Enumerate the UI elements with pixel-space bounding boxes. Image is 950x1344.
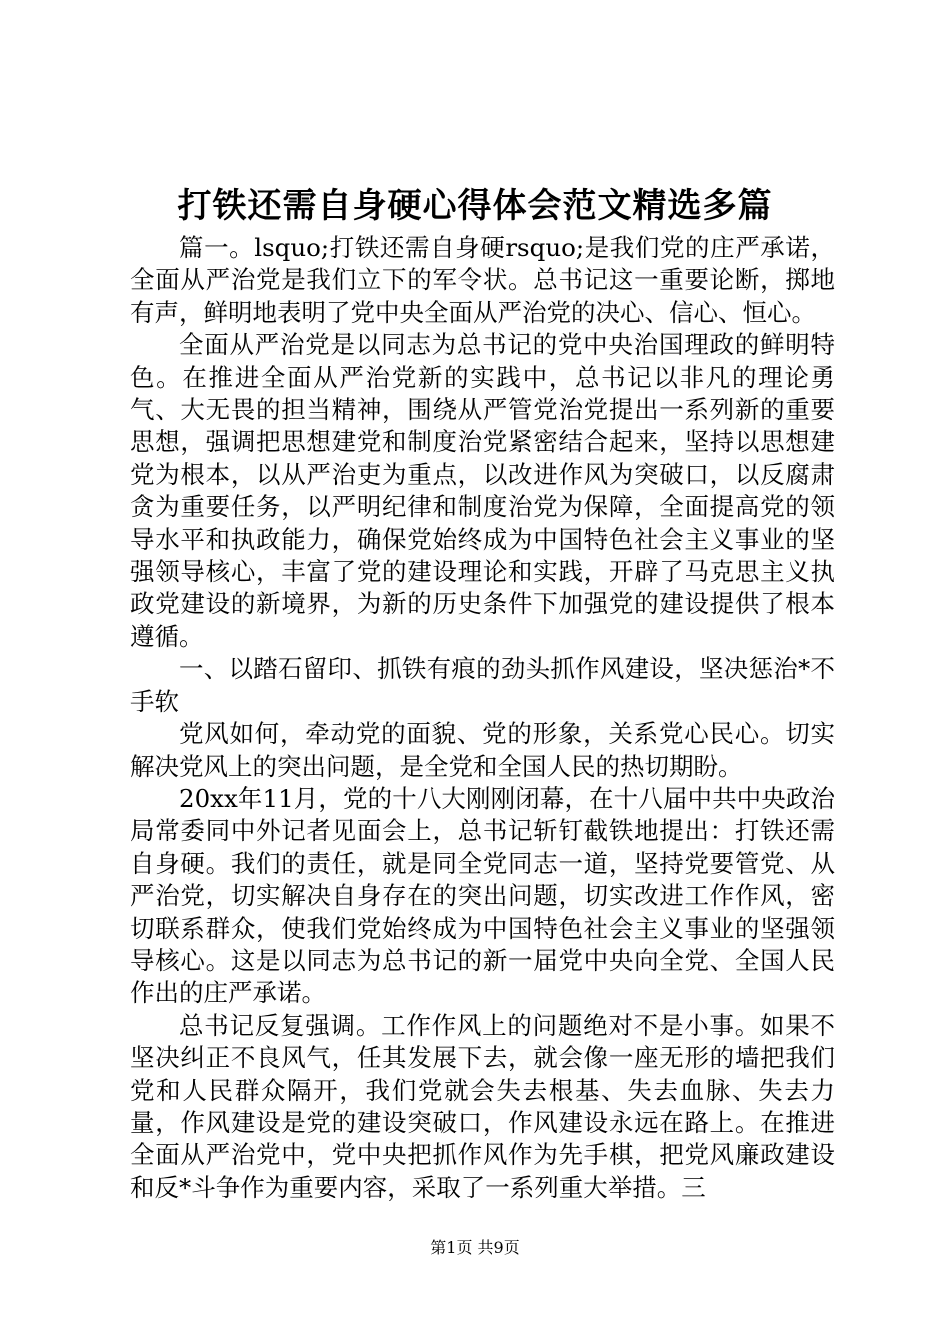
paragraph-4: 20xx年11月，党的十八大刚刚闭幕，在十八届中共中央政治局常委同中外记者见面会上，总书记斩钉截铁地提出：打铁还需自身硬。我们的责任，就是同全党同志一道，坚持党要管党、从严治党，切实解决自身存在的突出问题，切实改进工作作风，密切联系群众，使我们党始终成为中国特色社会主义事业的坚强领导核心。这是以同志为总书记的新一届党中央向全党、全国人民作出的庄严承诺。	[130, 783, 835, 1008]
section-heading-1: 一、以踏石留印、抓铁有痕的劲头抓作风建设，坚决惩治*不手软	[130, 654, 835, 716]
paragraph-1: 篇一。lsquo;打铁还需自身硬rsquo;是我们党的庄严承诺，全面从严治党是我们立下的军令状。总书记这一重要论断，掷地有声，鲜明地表明了党中央全面从严治党的决心、信心、恒心。	[130, 233, 835, 327]
paragraph-2: 全面从严治党是以同志为总书记的党中央治国理政的鲜明特色。在推进全面从严治党新的实践中，总书记以非凡的理论勇气、大无畏的担当精神，围绕从严管党治党提出一系列新的重要思想，强调把思想建党和制度治党紧密结合起来，坚持以思想建党为根本，以从严治吏为重点，以改进作风为突破口，以反腐肃贪为重要任务，以严明纪律和制度治党为保障，全面提高党的领导水平和执政能力，确保党始终成为中国特色社会主义事业的坚强领导核心，丰富了党的建设理论和实践，开辟了马克思主义执政党建设的新境界，为新的历史条件下加强党的建设提供了根本遵循。	[130, 330, 835, 651]
paragraph-3: 党风如何，牵动党的面貌、党的形象，关系党心民心。切实解决党风上的突出问题，是全党和全国人民的热切期盼。	[130, 719, 835, 781]
page-footer: 第1页 共9页	[430, 1238, 520, 1257]
document-body	[130, 232, 835, 1204]
document-title: 打铁还需自身硬心得体会范文精选多篇	[177, 186, 773, 226]
paragraph-5: 总书记反复强调。工作作风上的问题绝对不是小事。如果不坚决纠正不良风气，任其发展下去，就会像一座无形的墙把我们党和人民群众隔开，我们党就会失去根基、失去血脉、失去力量，作风建设是党的建设突破口，作风建设永远在路上。在推进全面从严治党中，党中央把抓作风作为先手棋，把党风廉政建设和反*斗争作为重要内容，采取了一系列重大举措。三	[130, 1010, 835, 1202]
